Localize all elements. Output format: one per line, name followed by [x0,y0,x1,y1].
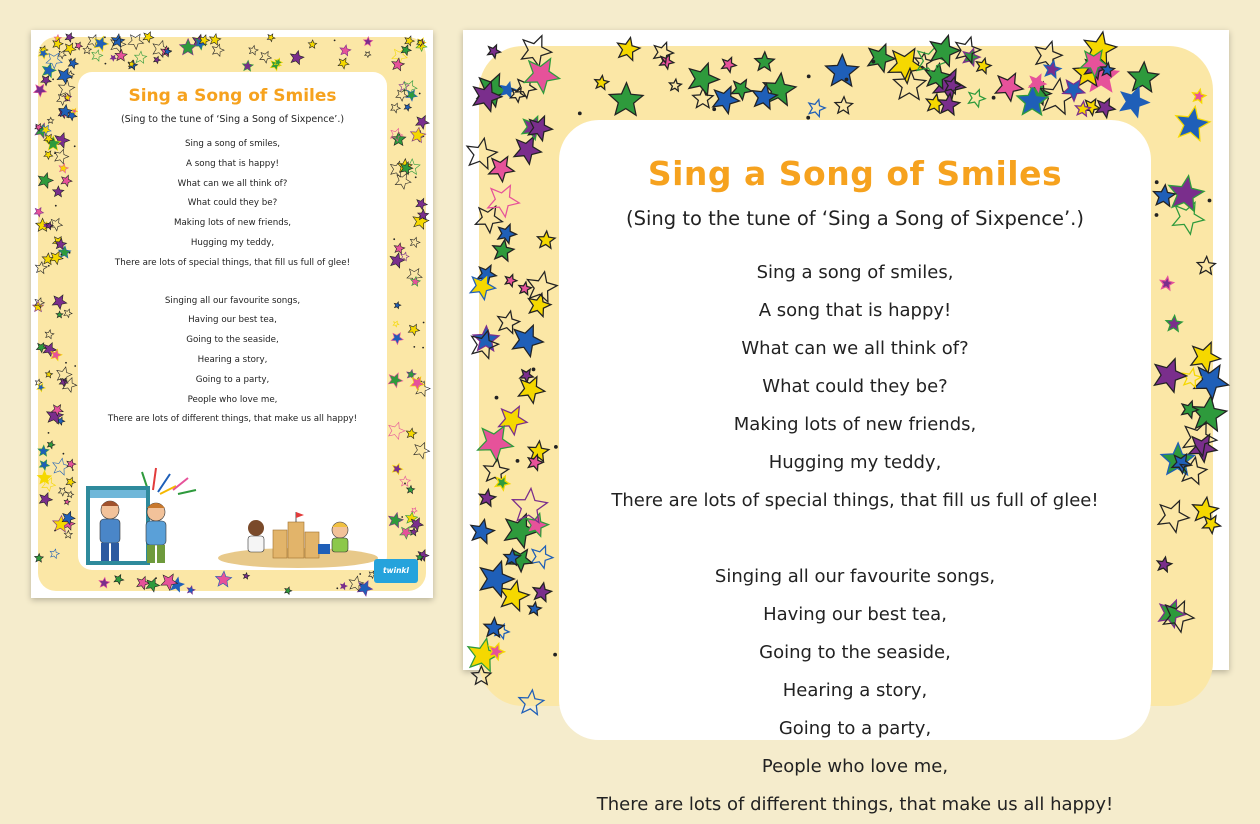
star-icon [391,103,401,113]
star-icon [110,55,116,61]
star-icon [755,52,774,71]
star-icon [400,527,413,539]
star-icon [1157,557,1172,572]
star-icon [531,546,553,568]
star-icon [53,186,64,197]
star-icon [364,37,373,46]
star-icon [99,577,110,588]
star-icon [976,58,991,73]
star-border-frame [38,37,426,591]
star-icon [500,581,529,611]
poem-line: There are lots of special things, that fill us full of glee! [611,490,1099,511]
dot-decoration [104,36,106,38]
star-icon [1121,87,1150,117]
dot-decoration [72,469,74,471]
child-figure [146,503,166,563]
dot-decoration [415,176,417,178]
star-icon [938,94,959,115]
star-icon [396,90,408,101]
star-icon [410,518,423,531]
dot-decoration [74,145,76,147]
dot-decoration [69,252,71,254]
star-icon [930,35,960,66]
poem-line: There are lots of different things, that make us all happy! [596,794,1114,815]
star-icon [154,56,161,63]
verse-2 [559,558,1151,824]
dot-decoration [845,78,849,82]
star-icon [180,39,197,55]
poem-panel [78,72,387,570]
sandcastle-illustration [273,512,319,558]
star-icon [34,208,43,217]
star-icon [290,51,304,65]
dot-decoration [155,577,157,579]
star-icon [394,302,401,309]
star-icon [392,58,405,71]
star-icon [533,583,552,602]
star-icon [338,58,349,69]
star-icon [216,571,232,587]
star-icon [1197,257,1215,275]
dot-decoration [495,396,499,400]
dot-decoration [420,558,422,560]
star-icon [260,52,272,64]
star-icon [414,443,430,459]
star-icon [45,330,54,339]
star-icon [39,493,52,507]
dot-decoration [712,107,716,111]
star-border-frame [479,46,1213,815]
star-icon [519,282,532,295]
star-icon [1192,396,1227,431]
star-icon [408,324,419,335]
poem-line: Going to the seaside, [186,335,279,346]
star-icon [868,44,895,72]
star-icon [65,33,74,42]
star-icon [128,34,144,49]
star-icon [357,581,372,596]
star-icon [187,586,195,594]
star-icon [43,63,57,77]
poem-line: Hugging my teddy, [190,237,275,248]
dot-decoration [1208,199,1212,203]
star-icon [488,186,520,217]
poem-line: Singing all our favourite songs, [164,295,301,306]
star-icon [489,157,515,182]
star-icon [493,240,514,261]
star-icon [37,383,45,391]
poem-line: There are lots of special things, that fill us full of glee! [114,257,351,268]
star-icon [1166,316,1182,332]
poem-title: Sing a Song of Smiles [128,86,337,106]
dot-decoration [74,365,76,367]
dot-decoration [532,368,536,372]
poem-line: Going to a party, [778,718,932,739]
poem-line: A song that is happy! [186,158,279,169]
poem-subtitle: (Sing to the tune of ‘Sing a Song of Sixpence’.) [626,207,1084,230]
fireworks-illustration [142,468,196,494]
star-icon [498,224,517,243]
star-icon [44,151,53,160]
star-icon [1158,501,1189,533]
poem-line: Having our best tea, [188,315,277,326]
star-icon [35,262,47,274]
star-icon [267,34,275,42]
star-icon [50,218,63,230]
dot-decoration [334,40,336,42]
dot-decoration [1155,180,1159,184]
child-figure [248,520,264,552]
star-icon [115,49,127,61]
star-icon [404,104,411,111]
poem-line: Making lots of new friends, [173,218,292,229]
children-illustration [78,460,387,570]
star-icon [654,42,674,63]
star-icon [473,326,499,351]
dot-decoration [48,265,50,267]
star-icon [34,84,47,97]
star-icon [67,459,76,469]
star-icon [479,489,496,506]
star-icon [38,173,53,189]
dot-decoration [872,60,876,64]
star-icon [514,137,541,165]
poem-line: Having our best tea, [763,604,947,625]
poster-preview-large[interactable] [463,30,1229,815]
star-icon [488,45,501,58]
star-icon [484,618,504,637]
star-icon [61,175,72,186]
star-icon [146,578,160,592]
star-icon [470,274,495,300]
poem-line: People who love me, [187,394,278,405]
star-icon [394,243,405,254]
poem-line: What can we all think of? [741,338,969,359]
star-icon [393,321,399,327]
star-icon [210,34,221,45]
star-icon [495,476,509,490]
twinkl-logo: twinkl [374,559,418,583]
poem-title: Sing a Song of Smiles [647,154,1063,193]
dot-decoration [404,483,406,485]
star-icon [388,373,403,388]
star-icon [64,499,70,505]
star-icon [595,76,609,90]
star-icon [731,80,751,100]
dot-decoration [554,445,558,449]
poem-line: Hearing a story, [782,680,928,701]
poem-line: What could they be? [762,376,948,397]
dot-decoration [516,459,520,463]
star-icon [537,231,555,248]
dot-decoration [393,238,395,240]
star-icon [618,38,641,61]
star-icon [392,132,406,146]
poem-panel [559,120,1151,815]
star-icon [50,549,59,558]
star-icon [467,138,497,169]
star-icon [389,422,405,439]
dot-decoration [1155,213,1159,217]
star-icon [35,554,44,563]
poem-line: Making lots of new friends, [733,414,977,435]
star-icon [693,88,713,108]
star-icon [64,43,76,55]
star-icon [416,116,430,130]
dot-decoration [54,530,56,532]
star-icon [407,370,416,379]
star-icon [55,133,70,148]
dot-decoration [55,205,57,207]
dot-decoration [105,63,107,65]
dot-decoration [70,58,72,60]
star-icon [58,51,66,59]
star-icon [390,253,405,268]
star-icon [143,32,154,43]
star-icon [406,428,417,439]
dot-decoration [65,362,67,364]
star-icon [513,325,544,357]
poem-line: People who love me, [761,756,949,777]
star-icon [1194,365,1229,399]
poem-line: Going to the seaside, [759,642,951,663]
star-icon [67,491,73,497]
star-icon [68,58,78,68]
star-icon [33,301,44,312]
star-icon [835,97,853,114]
star-icon [512,488,547,522]
star-icon [39,460,49,470]
star-icon [53,39,63,50]
poem-subtitle: (Sing to the tune of ‘Sing a Song of Sixpence’.) [120,114,345,125]
star-icon [66,477,76,487]
child-figure [100,501,120,561]
star-icon [45,371,52,378]
star-icon [59,246,71,258]
star-icon [969,90,986,107]
star-icon [528,272,558,302]
star-icon [475,206,502,233]
poem-line: Hugging my teddy, [768,452,942,473]
dot-decoration [48,432,50,434]
star-icon [64,309,72,317]
verse-1 [559,254,1151,520]
star-icon [405,36,415,46]
star-icon [308,40,316,48]
star-icon [809,100,825,117]
star-icon [669,79,681,91]
star-icon [1096,99,1115,118]
star-icon [395,174,411,190]
star-icon [478,426,514,461]
dot-decoration [422,347,424,349]
poster-preview-small[interactable] [31,30,433,598]
dot-decoration [419,93,421,95]
dot-decoration [336,587,338,589]
poem-line: Hearing a story, [197,354,268,365]
star-icon [505,275,517,287]
star-icon [47,441,55,449]
poem-line: Sing a song of smiles, [756,262,954,283]
star-icon [57,68,73,84]
verse-1 [78,135,387,274]
star-icon [391,333,403,345]
star-icon [56,311,63,318]
star-icon [518,377,544,404]
poem-line: Going to a party, [195,374,270,385]
star-icon [524,59,559,94]
dot-decoration [992,96,996,100]
star-icon [1182,401,1199,418]
star-icon [41,76,51,86]
poem-line: Singing all our favourite songs, [714,566,996,587]
dot-decoration [61,254,63,256]
star-icon [55,149,69,164]
star-icon [407,486,415,494]
star-icon [609,83,643,116]
star-icon [340,45,351,56]
star-icon [48,117,54,123]
star-icon [1193,89,1206,103]
star-icon [92,50,103,61]
star-icon [392,464,403,475]
dot-decoration [413,346,415,348]
dot-decoration [54,152,56,154]
star-icon [243,573,249,579]
star-icon [83,46,91,54]
star-icon [285,587,292,594]
star-icon [519,690,544,715]
dot-decoration [553,653,557,657]
star-icon [528,602,541,615]
star-icon [341,583,348,590]
star-icon [400,476,410,486]
poem-line: What can we all think of? [177,178,288,189]
poem-line: There are lots of different things, that make us all happy! [107,414,358,425]
star-icon [1176,106,1210,140]
star-icon [59,164,68,173]
poem-line: Sing a song of smiles, [184,139,280,149]
poem-line: What could they be? [187,198,278,209]
verse-2 [78,292,387,431]
star-icon [826,55,859,87]
star-icon [416,198,427,210]
star-icon [1203,516,1221,534]
star-icon [114,575,124,585]
star-icon [59,80,75,96]
star-icon [1154,359,1186,393]
star-icon [58,488,67,496]
star-icon [52,295,67,309]
poem-line: A song that is happy! [758,300,952,321]
star-icon [510,88,524,102]
star-icon [410,237,420,247]
star-icon [135,51,147,63]
dot-decoration [807,75,811,79]
star-icon [75,42,83,50]
star-icon [249,46,258,55]
star-icon [389,513,404,528]
star-icon [242,60,253,71]
star-icon [1173,202,1205,234]
dot-decoration [52,78,54,80]
star-icon [722,58,737,73]
star-icon [212,44,224,56]
child-figure [318,522,348,554]
star-icon [1160,277,1173,290]
dot-decoration [423,322,425,324]
star-icon [365,52,371,58]
star-icon [1128,62,1159,92]
dot-decoration [359,573,361,575]
dot-decoration [401,516,403,518]
star-icon [471,519,495,543]
dot-decoration [63,453,65,455]
dot-decoration [578,112,582,116]
